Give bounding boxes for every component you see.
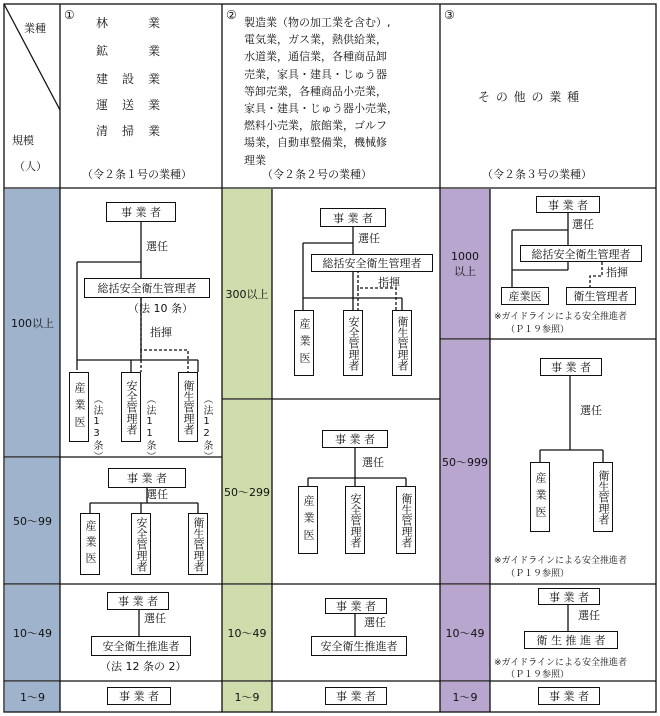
col3-caption: （令２条３号の業種） (482, 168, 592, 181)
guideline-note: ※ガイドラインによる安全推進者 (494, 658, 628, 668)
scale-label: 1000 以上 (451, 249, 479, 278)
appoint-label: 選任 (364, 616, 386, 629)
scale-label: 50〜299 (224, 486, 270, 499)
guideline-ref: （Ｐ１９参照） (506, 325, 570, 335)
appoint-label: 選任 (146, 240, 168, 253)
scale-label: 100以上 (11, 317, 54, 330)
guideline-note: ※ガイドラインによる安全推進者 (494, 312, 628, 322)
col3-industry-text: そ の 他 の 業 種 (478, 90, 581, 104)
col2-line: 製造業（物の加工業を含む）, (244, 16, 391, 29)
industrial-doctor-box: 産業医 (298, 486, 318, 554)
scale-label: 300以上 (225, 288, 269, 301)
safety-manager-box: 安全管理者 (121, 372, 141, 442)
general-manager-box: 総括安全衛生管理者 (84, 278, 210, 298)
scale-label: 50〜999 (442, 456, 488, 469)
guideline-ref: （Ｐ１９参照） (506, 670, 570, 680)
industrial-doctor-box: 産業医 (501, 287, 549, 305)
health-manager-box: 衛生管理者 (566, 287, 636, 305)
health-manager-box: 衛生管理者 (593, 462, 613, 532)
col3-number: ③ (444, 8, 456, 22)
col1-item: 鉱 業 (96, 44, 162, 58)
col1-item: 林 業 (96, 16, 162, 30)
corner-industry-label: 業種 (24, 22, 46, 35)
employer-box: 事 業 者 (325, 598, 387, 614)
scale-label: 50〜99 (13, 515, 52, 528)
col2-line: 理業 (244, 153, 266, 167)
col2-industry-text (244, 14, 440, 169)
col2-line: 水道業，通信業，各種商品卸 (244, 50, 387, 64)
employer-box: 事 業 者 (540, 358, 602, 376)
employer-box: 事 業 者 (107, 687, 171, 705)
employer-box: 事 業 者 (106, 202, 176, 222)
employer-box: 事 業 者 (322, 430, 388, 448)
col1-item: 運 送 業 (96, 98, 162, 112)
appoint-label: 選任 (358, 232, 380, 245)
appoint-label: 選任 (580, 404, 602, 417)
safety-health-promoter-box: 安全衛生推進者 (311, 636, 407, 656)
col2-number: ② (226, 8, 238, 22)
health-manager-box: 衛生管理者 (396, 486, 416, 554)
law11-note: （法11条） (144, 394, 155, 462)
corner-unit-label: （人） (14, 160, 47, 173)
scale-label: 10〜49 (445, 627, 485, 640)
general-manager-box: 総括安全衛生管理者 (311, 254, 433, 272)
employer-box: 事 業 者 (538, 588, 600, 605)
general-manager-box: 総括安全衛生管理者 (520, 245, 642, 262)
employer-box: 事 業 者 (538, 687, 600, 705)
col2-line: 燃料小売業，旅館業，ゴルフ (244, 119, 387, 133)
col2-line: 電気業，ガス業，熱供給業， (244, 33, 387, 47)
safety-manager-box: 安全管理者 (131, 513, 151, 575)
col1-number: ① (64, 8, 76, 22)
appoint-label: 選任 (572, 218, 594, 231)
health-manager-box: 衛生管理者 (392, 310, 412, 376)
employer-box: 事 業 者 (320, 208, 386, 227)
scale-label: 1〜9 (234, 691, 260, 704)
appoint-label: 選任 (578, 609, 600, 622)
law12-note: （法12条） (201, 394, 212, 462)
industrial-doctor-box: 産業医 (80, 513, 100, 575)
employer-box: 事 業 者 (108, 468, 186, 488)
col2-caption: （令２条２号の業種） (262, 168, 372, 181)
corner-scale-label: 規模 (12, 134, 34, 147)
guideline-ref: （Ｐ１９参照） (506, 569, 570, 579)
col2-line: 売業，家具・建具・じゅう器 (244, 67, 387, 81)
direct-label: 指揮 (378, 276, 400, 289)
gm-law-note: （法 10 条） (128, 302, 193, 315)
scale-label: 10〜49 (13, 627, 52, 640)
col1-item: 建 設 業 (96, 72, 162, 86)
employer-box: 事 業 者 (536, 196, 600, 213)
col2-line: 場業，自動車整備業，機械修 (244, 136, 387, 150)
health-manager-box: 衛生管理者 (188, 513, 208, 575)
scale-label: 1〜9 (452, 691, 478, 704)
col2-line: 家具・建具・じゅう器小売業， (244, 102, 398, 116)
safety-manager-box: 安全管理者 (343, 310, 363, 376)
direct-label: 指揮 (606, 266, 628, 279)
industrial-doctor-box: 産業医 (294, 310, 314, 376)
employer-box: 事 業 者 (107, 592, 169, 610)
safety-manager-box: 安全管理者 (345, 486, 365, 554)
law13-note: （法13条） (91, 394, 102, 462)
law12-2-note: （法 12 条の 2） (100, 660, 187, 673)
appoint-label: 選任 (362, 456, 384, 469)
employer-box: 事 業 者 (325, 687, 387, 705)
industrial-doctor-box: 産業医 (530, 462, 550, 532)
scale-label: 10〜49 (227, 627, 267, 640)
industrial-doctor-box: 産業医 (69, 372, 89, 442)
safety-health-promoter-box: 安全衛生推進者 (91, 636, 191, 656)
health-manager-box: 衛生管理者 (178, 372, 198, 442)
direct-label: 指揮 (150, 326, 172, 339)
scale-label: 1〜9 (20, 691, 45, 704)
appoint-label: 選任 (144, 612, 166, 625)
col2-line: 等卸売業，各種商品小売業， (244, 84, 387, 98)
health-promoter-box: 衛 生 推 進 者 (524, 631, 618, 649)
col1-caption: （令２条１号の業種） (82, 168, 192, 181)
guideline-note: ※ガイドラインによる安全推進者 (494, 556, 628, 566)
col1-item: 清 掃 業 (96, 124, 162, 138)
appoint-label: 選任 (146, 488, 168, 501)
